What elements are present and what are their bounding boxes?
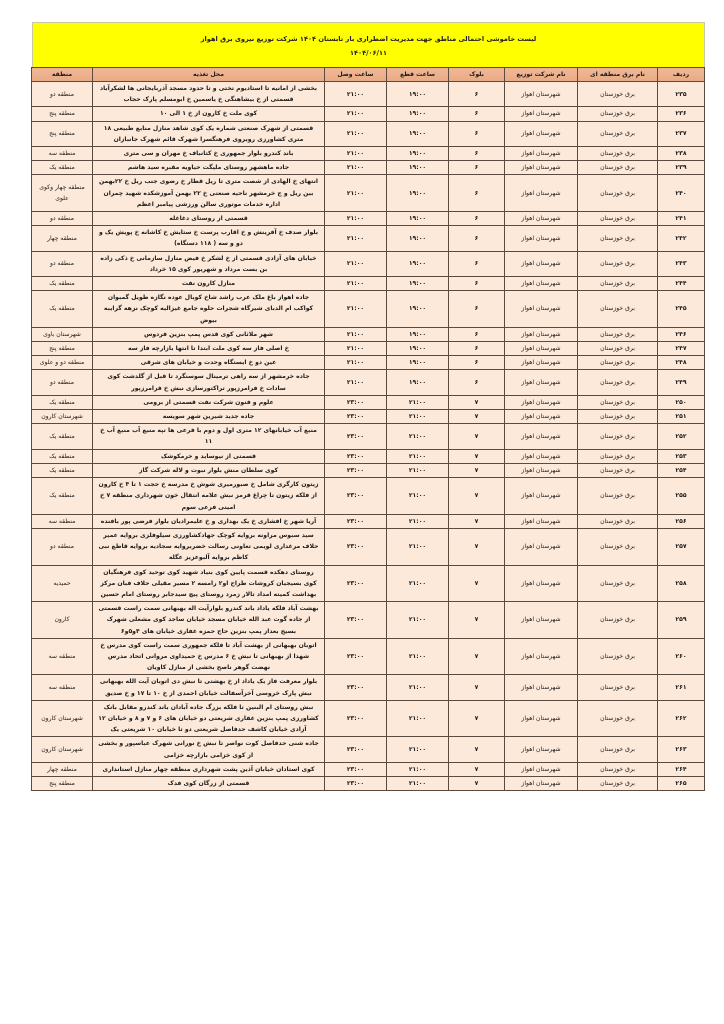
cell-connect-time: ۲۳:۰۰ <box>325 478 387 515</box>
cell-row-number: ۲۵۶ <box>658 514 705 528</box>
cell-block-number: ۷ <box>449 463 505 477</box>
cell-feed-location: کوی استادان خیابان آذین پشت شهرداری منطقه چهار منازل استانداری <box>93 762 325 776</box>
cell-row-number: ۲۴۵ <box>658 291 705 328</box>
cell-connect-time: ۲۱:۰۰ <box>325 342 387 356</box>
cell-row-number: ۲۵۰ <box>658 395 705 409</box>
cell-block-number: ۶ <box>449 277 505 291</box>
cell-row-number: ۲۶۰ <box>658 638 705 675</box>
cell-feed-location: جاده جدید شیرین شهر سویسه <box>93 410 325 424</box>
table-row <box>32 277 705 291</box>
document-date: ۱۴۰۴/۰۶/۱۱ <box>350 48 388 57</box>
table-row <box>32 212 705 226</box>
cell-feed-location: کوی ملت خ کارون از خ ۱ الی ۱۰ <box>93 107 325 121</box>
cell-zone: منطقه یک <box>32 449 93 463</box>
cell-row-number: ۲۵۳ <box>658 449 705 463</box>
col-header-connect-time: ساعت وصل <box>325 68 387 82</box>
cell-zone: شهرستان کارون <box>32 410 93 424</box>
cell-row-number: ۲۵۱ <box>658 410 705 424</box>
cell-regional-company: برق خوزستان <box>578 327 658 341</box>
cell-distribution-company: شهرستان اهواز <box>505 675 578 700</box>
table-row <box>32 147 705 161</box>
table-row <box>32 161 705 175</box>
cell-distribution-company: شهرستان اهواز <box>505 700 578 737</box>
cell-block-number: ۷ <box>449 737 505 762</box>
cell-block-number: ۶ <box>449 161 505 175</box>
cell-row-number: ۲۴۲ <box>658 226 705 251</box>
cell-feed-location: زیتون کارگری شامل خ صبورمیری شوش خ مدرسه خ حجت ۱ تا ۴ خ کارون از فلکه زیتون تا چراغ قرمز نبش علامه انتقال خون شهرداری منطقه ۷ خ امینی فرعی سوم <box>93 478 325 515</box>
cell-row-number: ۲۶۴ <box>658 762 705 776</box>
cell-distribution-company: شهرستان اهواز <box>505 424 578 449</box>
cell-feed-location: خ اصلی فاز سه کوی ملت ابتدا تا انتها بازارچه فاز سه <box>93 342 325 356</box>
cell-regional-company: برق خوزستان <box>578 107 658 121</box>
cell-connect-time: ۲۳:۰۰ <box>325 449 387 463</box>
cell-connect-time: ۲۱:۰۰ <box>325 356 387 370</box>
cell-distribution-company: شهرستان اهواز <box>505 226 578 251</box>
cell-block-number: ۷ <box>449 602 505 639</box>
cell-zone: منطقه یک <box>32 161 93 175</box>
cell-distribution-company: شهرستان اهواز <box>505 638 578 675</box>
col-header-zone: منطقه <box>32 68 93 82</box>
cell-distribution-company: شهرستان اهواز <box>505 251 578 276</box>
table-row <box>32 356 705 370</box>
cell-regional-company: برق خوزستان <box>578 161 658 175</box>
outage-sheet <box>32 22 705 791</box>
cell-row-number: ۲۵۲ <box>658 424 705 449</box>
cell-block-number: ۷ <box>449 449 505 463</box>
cell-cut-time: ۲۱:۰۰ <box>387 528 449 565</box>
cell-distribution-company: شهرستان اهواز <box>505 528 578 565</box>
cell-zone: منطقه پنج <box>32 776 93 790</box>
table-row <box>32 463 705 477</box>
cell-row-number: ۲۵۸ <box>658 565 705 602</box>
cell-connect-time: ۲۱:۰۰ <box>325 327 387 341</box>
cell-zone: منطقه پنج <box>32 107 93 121</box>
cell-distribution-company: شهرستان اهواز <box>505 121 578 146</box>
cell-feed-location: بلوار معرفت فاز یک یاداد از خ بهشتی تا نبش دی اتوبان آیت الله بهبهانی نبش پارک خروسی آخرآسفالت خیابان احمدی از خ ۱۰ تا ۱۷ و خ صدیق <box>93 675 325 700</box>
cell-cut-time: ۱۹:۰۰ <box>387 175 449 212</box>
cell-block-number: ۶ <box>449 370 505 395</box>
cell-feed-location: بخشی از امانیه تا استادیوم تختی و تا حدود مسجد آذربایجانی ها لشکرآباد قسمتی از خ بیشاهنگی خ یاسمین خ ابومسلم پارک حجاب <box>93 82 325 107</box>
cell-regional-company: برق خوزستان <box>578 370 658 395</box>
cell-cut-time: ۲۱:۰۰ <box>387 449 449 463</box>
cell-cut-time: ۲۱:۰۰ <box>387 776 449 790</box>
cell-zone: شهرستان باوی <box>32 327 93 341</box>
cell-zone: حمیدیه <box>32 565 93 602</box>
cell-regional-company: برق خوزستان <box>578 638 658 675</box>
cell-zone: منطقه یک <box>32 463 93 477</box>
cell-zone: منطقه دو <box>32 82 93 107</box>
table-row <box>32 121 705 146</box>
cell-block-number: ۷ <box>449 410 505 424</box>
cell-feed-location: شهر ملاثانی کوی قدس پمپ بنزین فردوس <box>93 327 325 341</box>
cell-cut-time: ۲۱:۰۰ <box>387 565 449 602</box>
cell-cut-time: ۱۹:۰۰ <box>387 342 449 356</box>
cell-regional-company: برق خوزستان <box>578 514 658 528</box>
cell-distribution-company: شهرستان اهواز <box>505 161 578 175</box>
cell-regional-company: برق خوزستان <box>578 395 658 409</box>
cell-block-number: ۶ <box>449 121 505 146</box>
cell-regional-company: برق خوزستان <box>578 737 658 762</box>
cell-regional-company: برق خوزستان <box>578 700 658 737</box>
cell-zone: شهرستان کارون <box>32 700 93 737</box>
cell-feed-location: قسمتی از شهرک صنعتی شماره یک کوی شاهد منازل منابع طبیعی ۱۸ متری کشاورزی روبروی فرهنگسرا شهرک قائم شهرک جانبازان <box>93 121 325 146</box>
cell-feed-location: آریا شهر خ افشاری خ یک بهداری و خ علیمرادیان بلوار فرضی پور بافنده <box>93 514 325 528</box>
cell-row-number: ۲۵۷ <box>658 528 705 565</box>
cell-regional-company: برق خوزستان <box>578 121 658 146</box>
cell-distribution-company: شهرستان اهواز <box>505 212 578 226</box>
cell-connect-time: ۲۳:۰۰ <box>325 675 387 700</box>
cell-block-number: ۷ <box>449 528 505 565</box>
table-row <box>32 776 705 790</box>
cell-row-number: ۲۳۹ <box>658 161 705 175</box>
cell-distribution-company: شهرستان اهواز <box>505 327 578 341</box>
table-row <box>32 175 705 212</box>
cell-connect-time: ۲۱:۰۰ <box>325 212 387 226</box>
cell-row-number: ۲۴۱ <box>658 212 705 226</box>
cell-row-number: ۲۴۴ <box>658 277 705 291</box>
cell-distribution-company: شهرستان اهواز <box>505 478 578 515</box>
cell-row-number: ۲۶۱ <box>658 675 705 700</box>
cell-cut-time: ۲۱:۰۰ <box>387 424 449 449</box>
cell-cut-time: ۲۱:۰۰ <box>387 700 449 737</box>
cell-row-number: ۲۳۸ <box>658 147 705 161</box>
cell-connect-time: ۲۳:۰۰ <box>325 638 387 675</box>
cell-row-number: ۲۴۰ <box>658 175 705 212</box>
cell-distribution-company: شهرستان اهواز <box>505 776 578 790</box>
cell-connect-time: ۲۱:۰۰ <box>325 161 387 175</box>
cell-block-number: ۷ <box>449 478 505 515</box>
cell-row-number: ۲۳۶ <box>658 107 705 121</box>
cell-block-number: ۶ <box>449 342 505 356</box>
cell-distribution-company: شهرستان اهواز <box>505 82 578 107</box>
table-row <box>32 737 705 762</box>
table-row <box>32 251 705 276</box>
table-row <box>32 327 705 341</box>
cell-cut-time: ۲۱:۰۰ <box>387 762 449 776</box>
cell-cut-time: ۲۱:۰۰ <box>387 410 449 424</box>
document-title: لیست خاموشی احتمالی مناطق جهت مدیریت اضطراری بار تابستان ۱۴۰۴ شرکت توزیع نیروی برق اهواز <box>200 34 537 43</box>
cell-connect-time: ۲۱:۰۰ <box>325 251 387 276</box>
cell-feed-location: جاده خرمشهر از سه راهی ترمینال سوسنگرد تا قبل از گلدشت کوی سادات خ فرامرزپور تراکتورسازی نبش خ فرامرزپور <box>93 370 325 395</box>
cell-zone: منطقه سه <box>32 675 93 700</box>
cell-cut-time: ۱۹:۰۰ <box>387 277 449 291</box>
cell-row-number: ۲۴۸ <box>658 356 705 370</box>
cell-connect-time: ۲۳:۰۰ <box>325 395 387 409</box>
cell-block-number: ۷ <box>449 565 505 602</box>
cell-feed-location: قسمتی از روستای دغاغله <box>93 212 325 226</box>
cell-connect-time: ۲۳:۰۰ <box>325 602 387 639</box>
cell-cut-time: ۱۹:۰۰ <box>387 107 449 121</box>
cell-block-number: ۷ <box>449 675 505 700</box>
table-row <box>32 478 705 515</box>
table-row <box>32 226 705 251</box>
cell-block-number: ۶ <box>449 107 505 121</box>
col-header-row-number: ردیف <box>658 68 705 82</box>
cell-row-number: ۲۴۹ <box>658 370 705 395</box>
cell-feed-location: خیابان های آزادی قسمتی از خ لشکر خ فیض منازل سازمانی خ ذکی زاده بن بست مرداد و شهریور کوی ۱۵ خرداد <box>93 251 325 276</box>
cell-regional-company: برق خوزستان <box>578 251 658 276</box>
table-row <box>32 449 705 463</box>
cell-block-number: ۷ <box>449 514 505 528</box>
cell-zone: منطقه چهار <box>32 762 93 776</box>
cell-cut-time: ۲۱:۰۰ <box>387 514 449 528</box>
cell-zone: منطقه یک <box>32 424 93 449</box>
cell-feed-location: علوم و فنون شرکت نفت قسمتی از برومی <box>93 395 325 409</box>
cell-zone: شهرستان کارون <box>32 737 93 762</box>
cell-regional-company: برق خوزستان <box>578 565 658 602</box>
table-row <box>32 762 705 776</box>
cell-feed-location: منازل کارون نفت <box>93 277 325 291</box>
cell-zone: منطقه سه <box>32 514 93 528</box>
cell-row-number: ۲۴۳ <box>658 251 705 276</box>
cell-feed-location: نبش روستای ام البنین تا فلکه بزرگ جاده آبادان باند کندرو مقابل بانک کشاورزی پمپ بنزین غفاری شریعتی دو خیابان های ۶ و ۷ و ۸ و خیابان ۱۲ آزادی خیابان کاشف حدفاصل شریعتی دو تا خیابان ۱۰ شریعتی یک <box>93 700 325 737</box>
cell-distribution-company: شهرستان اهواز <box>505 762 578 776</box>
cell-zone: منطقه دو <box>32 370 93 395</box>
col-header-distribution-company: نام شرکت توزیع <box>505 68 578 82</box>
cell-distribution-company: شهرستان اهواز <box>505 291 578 328</box>
table-row <box>32 675 705 700</box>
cell-row-number: ۲۶۲ <box>658 700 705 737</box>
cell-block-number: ۷ <box>449 700 505 737</box>
cell-regional-company: برق خوزستان <box>578 528 658 565</box>
cell-cut-time: ۱۹:۰۰ <box>387 291 449 328</box>
cell-feed-location: باند کندرو بلوار جمهوری خ کتانباف خ مهران و سی متری <box>93 147 325 161</box>
cell-feed-location: انتهای خ الهادی از شصت متری تا ریل قطار خ رضوی جنب ریل خ ۲۲بهمن بین ریل و ج خرمشهر ناحیه صنعتی خ ۲۲ بهمن آموزشکده شهید چمران اداره خدمات موتوری سالن ورزشی پیامبر اعظم <box>93 175 325 212</box>
cell-row-number: ۲۴۶ <box>658 327 705 341</box>
cell-cut-time: ۱۹:۰۰ <box>387 356 449 370</box>
cell-regional-company: برق خوزستان <box>578 675 658 700</box>
cell-block-number: ۶ <box>449 226 505 251</box>
cell-cut-time: ۱۹:۰۰ <box>387 212 449 226</box>
cell-connect-time: ۲۳:۰۰ <box>325 528 387 565</box>
cell-distribution-company: شهرستان اهواز <box>505 565 578 602</box>
cell-row-number: ۲۳۷ <box>658 121 705 146</box>
cell-zone: منطقه چهار وکوی علوی <box>32 175 93 212</box>
table-row <box>32 638 705 675</box>
cell-connect-time: ۲۱:۰۰ <box>325 291 387 328</box>
cell-regional-company: برق خوزستان <box>578 82 658 107</box>
col-header-block: بلوک <box>449 68 505 82</box>
cell-connect-time: ۲۳:۰۰ <box>325 700 387 737</box>
cell-block-number: ۶ <box>449 82 505 107</box>
cell-connect-time: ۲۱:۰۰ <box>325 107 387 121</box>
cell-cut-time: ۲۱:۰۰ <box>387 478 449 515</box>
cell-zone: منطقه یک <box>32 291 93 328</box>
cell-distribution-company: شهرستان اهواز <box>505 107 578 121</box>
table-body <box>32 82 705 791</box>
table-row <box>32 565 705 602</box>
cell-regional-company: برق خوزستان <box>578 410 658 424</box>
cell-zone: منطقه چهار <box>32 226 93 251</box>
cell-regional-company: برق خوزستان <box>578 449 658 463</box>
cell-distribution-company: شهرستان اهواز <box>505 463 578 477</box>
cell-distribution-company: شهرستان اهواز <box>505 356 578 370</box>
cell-zone: منطقه یک <box>32 478 93 515</box>
cell-regional-company: برق خوزستان <box>578 342 658 356</box>
cell-feed-location: بلوار صدف خ آفرینش و خ اقارب پرست خ ستایش خ کاشانه خ پویش یک و دو و سه ( ۱۱۸ دستگاه) <box>93 226 325 251</box>
cell-regional-company: برق خوزستان <box>578 762 658 776</box>
cell-connect-time: ۲۱:۰۰ <box>325 226 387 251</box>
table-row <box>32 424 705 449</box>
cell-block-number: ۶ <box>449 327 505 341</box>
cell-regional-company: برق خوزستان <box>578 147 658 161</box>
table-row <box>32 514 705 528</box>
cell-connect-time: ۲۱:۰۰ <box>325 82 387 107</box>
cell-block-number: ۷ <box>449 638 505 675</box>
cell-distribution-company: شهرستان اهواز <box>505 602 578 639</box>
cell-distribution-company: شهرستان اهواز <box>505 514 578 528</box>
cell-connect-time: ۲۱:۰۰ <box>325 147 387 161</box>
cell-row-number: ۲۵۵ <box>658 478 705 515</box>
cell-feed-location: عین دو خ ایستگاه وحدت و خیابان های شرقی <box>93 356 325 370</box>
cell-regional-company: برق خوزستان <box>578 175 658 212</box>
table-row <box>32 82 705 107</box>
cell-feed-location: قسمتی از زرگان کوی فدک <box>93 776 325 790</box>
cell-cut-time: ۲۱:۰۰ <box>387 463 449 477</box>
cell-cut-time: ۱۹:۰۰ <box>387 226 449 251</box>
cell-distribution-company: شهرستان اهواز <box>505 395 578 409</box>
col-header-feed-location: محل تغذیه <box>93 68 325 82</box>
cell-regional-company: برق خوزستان <box>578 424 658 449</box>
cell-regional-company: برق خوزستان <box>578 291 658 328</box>
cell-regional-company: برق خوزستان <box>578 478 658 515</box>
cell-block-number: ۶ <box>449 147 505 161</box>
title-banner <box>32 22 705 67</box>
cell-row-number: ۲۳۵ <box>658 82 705 107</box>
cell-zone: کارون <box>32 602 93 639</box>
cell-cut-time: ۲۱:۰۰ <box>387 395 449 409</box>
cell-cut-time: ۱۹:۰۰ <box>387 161 449 175</box>
col-header-cut-time: ساعت قطع <box>387 68 449 82</box>
cell-cut-time: ۱۹:۰۰ <box>387 147 449 161</box>
cell-feed-location: جاده شنی حدفاصل کوت نواصر تا نبش خ نورانی شهرک عباسپور و بخشی از کوی خزامی بازارچه خزامی <box>93 737 325 762</box>
cell-feed-location: بهشت آباد فلکه یاداد باند کندرو بلوارآیت اله بهبهانی سمت راست قسمتی از جاده گوت عبد الله خیابان مسجد خیابان ساجد کوی مشعلی شهرک بسیج بعداز پمپ بنزین حاج حمزه غفاری خیابان های ۴و۵و۶ <box>93 602 325 639</box>
table-header-row <box>32 68 705 82</box>
cell-zone: منطقه دو <box>32 251 93 276</box>
cell-regional-company: برق خوزستان <box>578 277 658 291</box>
cell-feed-location: اتوبان بهبهانی از بهشت آباد تا فلکه جمهوری سمت راست کوی مدرس خ شهدا از بهبهانی تا نبش خ ۶ مدرس خ حمیداوی مروانی اتحاد مدرس نهضت گوهر ناصح بخشی از منازل کاویان <box>93 638 325 675</box>
cell-zone: منطقه دو <box>32 212 93 226</box>
cell-block-number: ۶ <box>449 175 505 212</box>
table-row <box>32 395 705 409</box>
cell-cut-time: ۱۹:۰۰ <box>387 82 449 107</box>
cell-zone: منطقه یک <box>32 395 93 409</box>
outage-table <box>31 67 705 791</box>
table-row <box>32 528 705 565</box>
cell-cut-time: ۱۹:۰۰ <box>387 121 449 146</box>
cell-connect-time: ۲۳:۰۰ <box>325 463 387 477</box>
table-row <box>32 370 705 395</box>
cell-feed-location: قسمتی از نیوساید و خرمکوشک <box>93 449 325 463</box>
cell-row-number: ۲۵۴ <box>658 463 705 477</box>
cell-distribution-company: شهرستان اهواز <box>505 175 578 212</box>
table-row <box>32 410 705 424</box>
cell-connect-time: ۲۱:۰۰ <box>325 277 387 291</box>
cell-regional-company: برق خوزستان <box>578 776 658 790</box>
cell-regional-company: برق خوزستان <box>578 212 658 226</box>
cell-connect-time: ۲۳:۰۰ <box>325 514 387 528</box>
cell-block-number: ۷ <box>449 424 505 449</box>
cell-cut-time: ۲۱:۰۰ <box>387 737 449 762</box>
cell-distribution-company: شهرستان اهواز <box>505 277 578 291</box>
cell-zone: منطقه یک <box>32 277 93 291</box>
cell-regional-company: برق خوزستان <box>578 226 658 251</box>
cell-distribution-company: شهرستان اهواز <box>505 342 578 356</box>
cell-zone: منطقه دو و علوی <box>32 356 93 370</box>
cell-distribution-company: شهرستان اهواز <box>505 370 578 395</box>
cell-row-number: ۲۶۵ <box>658 776 705 790</box>
cell-row-number: ۲۴۷ <box>658 342 705 356</box>
cell-zone: منطقه سه <box>32 147 93 161</box>
table-row <box>32 107 705 121</box>
cell-distribution-company: شهرستان اهواز <box>505 737 578 762</box>
cell-zone: منطقه پنج <box>32 121 93 146</box>
cell-cut-time: ۱۹:۰۰ <box>387 251 449 276</box>
cell-feed-location: جاده ماهشهر روستای ملیگت حیاویه مقبره سید هاشم <box>93 161 325 175</box>
cell-feed-location: جاده اهواز باغ ملک عرب راشد شاخ کوبال عوده نگازه طویل گمبوان کواکب ام الدبای شیرگاه شجرات حلوه جامع غیزالیه کوچک نزهه گرایبه بیوض <box>93 291 325 328</box>
cell-feed-location: روستای دهکده قسمت پایین کوی بنیاد شهید کوی توحید کوی فرهنگیان کوی بسیجیان کروشات طراح او۲ رامسه ۲ مسیر مقیلی حلاف فبان مرکز بهداشت کمیته امداد تالار زمرد روستای پیچ سیدجابر روستای امام حسین <box>93 565 325 602</box>
cell-distribution-company: شهرستان اهواز <box>505 147 578 161</box>
col-header-regional-company: نام برق منطقه ای <box>578 68 658 82</box>
cell-block-number: ۶ <box>449 212 505 226</box>
cell-zone: منطقه پنج <box>32 342 93 356</box>
cell-cut-time: ۲۱:۰۰ <box>387 602 449 639</box>
cell-distribution-company: شهرستان اهواز <box>505 410 578 424</box>
cell-block-number: ۷ <box>449 395 505 409</box>
cell-block-number: ۷ <box>449 762 505 776</box>
cell-regional-company: برق خوزستان <box>578 463 658 477</box>
cell-feed-location: کوی سلطان منش بلوار نبوت و لاله شرکت گاز <box>93 463 325 477</box>
cell-block-number: ۶ <box>449 291 505 328</box>
cell-connect-time: ۲۱:۰۰ <box>325 121 387 146</box>
cell-row-number: ۲۶۳ <box>658 737 705 762</box>
cell-row-number: ۲۵۹ <box>658 602 705 639</box>
cell-connect-time: ۲۱:۰۰ <box>325 370 387 395</box>
cell-zone: منطقه دو <box>32 528 93 565</box>
cell-cut-time: ۲۱:۰۰ <box>387 675 449 700</box>
cell-block-number: ۶ <box>449 356 505 370</box>
cell-cut-time: ۱۹:۰۰ <box>387 370 449 395</box>
cell-block-number: ۷ <box>449 776 505 790</box>
table-row <box>32 602 705 639</box>
table-row <box>32 700 705 737</box>
cell-cut-time: ۱۹:۰۰ <box>387 327 449 341</box>
cell-feed-location: سید سبوس مراونه بروایه کوچک جهادکشاورزی سیلوفلزی بروایه عمیر حلاف مرغداری لویمی تعاونی رسالت خضربروایه سجادیه بروایه قاطع نبی کاظم بروایه آلبوعزیز عگله <box>93 528 325 565</box>
cell-distribution-company: شهرستان اهواز <box>505 449 578 463</box>
cell-block-number: ۶ <box>449 251 505 276</box>
cell-regional-company: برق خوزستان <box>578 602 658 639</box>
cell-connect-time: ۲۳:۰۰ <box>325 410 387 424</box>
table-row <box>32 342 705 356</box>
cell-zone: منطقه سه <box>32 638 93 675</box>
cell-connect-time: ۲۳:۰۰ <box>325 762 387 776</box>
cell-connect-time: ۲۱:۰۰ <box>325 175 387 212</box>
table-row <box>32 291 705 328</box>
cell-connect-time: ۲۳:۰۰ <box>325 737 387 762</box>
cell-connect-time: ۲۳:۰۰ <box>325 565 387 602</box>
cell-connect-time: ۲۳:۰۰ <box>325 776 387 790</box>
cell-feed-location: منبع آب خیابانهای ۱۲ متری اول و دوم با فرعی ها تپه منبع آب منبع آب خ ۱۱ <box>93 424 325 449</box>
cell-cut-time: ۲۱:۰۰ <box>387 638 449 675</box>
cell-connect-time: ۲۳:۰۰ <box>325 424 387 449</box>
cell-regional-company: برق خوزستان <box>578 356 658 370</box>
